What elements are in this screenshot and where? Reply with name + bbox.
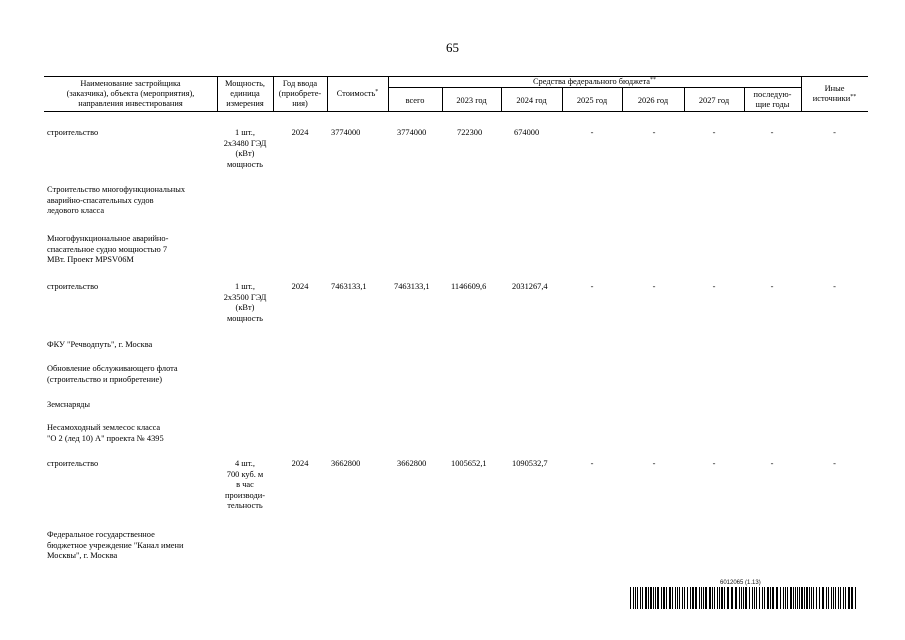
row-2027: - bbox=[712, 128, 716, 137]
barcode-bar bbox=[843, 587, 844, 609]
barcode-bar bbox=[741, 587, 742, 609]
row-name: строительство bbox=[47, 128, 99, 137]
barcode-bar bbox=[650, 587, 652, 609]
row-2024: 674000 bbox=[514, 128, 540, 137]
row-2023: 722300 bbox=[457, 128, 483, 137]
row-cost: 3662800 bbox=[331, 459, 361, 468]
barcode-bar bbox=[653, 587, 654, 609]
barcode-bar bbox=[666, 587, 667, 609]
row-later: - bbox=[770, 282, 774, 291]
row-2026: - bbox=[652, 282, 656, 291]
row-other: - bbox=[833, 128, 836, 137]
header-2025: 2025 год bbox=[576, 96, 608, 105]
barcode-bar bbox=[630, 587, 631, 609]
page-number: 65 bbox=[446, 40, 459, 55]
barcode-bar bbox=[831, 587, 832, 609]
row-capacity: 1 шт., 2x3500 ГЭД (кВт) мощность bbox=[223, 282, 267, 323]
row-2025: - bbox=[590, 128, 594, 137]
barcode-bar bbox=[731, 587, 733, 609]
barcode-bar bbox=[797, 587, 798, 609]
barcode-bar bbox=[840, 587, 841, 609]
barcode-bar bbox=[828, 587, 829, 609]
row-capacity: 1 шт., 2x3480 ГЭД (кВт) мощность bbox=[223, 128, 267, 169]
header-2026: 2026 год bbox=[637, 96, 669, 105]
barcode-bar bbox=[645, 587, 647, 609]
barcode-bar bbox=[754, 587, 755, 609]
barcode-bar bbox=[655, 587, 656, 609]
barcode-bar bbox=[727, 587, 729, 609]
row-2025: - bbox=[590, 459, 594, 468]
barcode-bar bbox=[783, 587, 784, 609]
row-other: - bbox=[833, 282, 836, 291]
row-name: строительство bbox=[47, 459, 99, 468]
barcode-bar bbox=[756, 587, 757, 609]
barcode-bar bbox=[833, 587, 834, 609]
barcode-bar bbox=[637, 587, 638, 609]
barcode-bar bbox=[785, 587, 786, 609]
barcode-bar bbox=[848, 587, 850, 609]
barcode-bar bbox=[692, 587, 694, 609]
row-2023: 1005652,1 bbox=[451, 459, 487, 468]
row-year: 2024 bbox=[291, 459, 309, 468]
row-2024: 1090532,7 bbox=[512, 459, 548, 468]
barcode-bar bbox=[635, 587, 636, 609]
row-2023: 1146609,6 bbox=[451, 282, 487, 291]
row-name: строительство bbox=[47, 282, 99, 291]
barcode-bar bbox=[690, 587, 691, 609]
barcode-bar bbox=[719, 587, 720, 609]
barcode-bar bbox=[795, 587, 796, 609]
barcode-bar bbox=[790, 587, 792, 609]
header-year: Год ввода (приобрете- ния) bbox=[278, 79, 322, 108]
barcode-bar bbox=[695, 587, 697, 609]
barcode-bar bbox=[855, 587, 856, 609]
row-year: 2024 bbox=[291, 128, 309, 137]
row-name: Строительство многофункциональных аварийно-спасательных судов ледового класса bbox=[47, 185, 186, 215]
barcode-bar bbox=[724, 587, 725, 609]
header-total: всего bbox=[405, 96, 425, 105]
barcode-bar bbox=[838, 587, 839, 609]
barcode-bar bbox=[705, 587, 707, 609]
barcode-bar bbox=[717, 587, 718, 609]
barcode-bar bbox=[822, 587, 824, 609]
barcode-bar bbox=[679, 587, 680, 609]
header-federal-budget: Средства федерального бюджета** bbox=[532, 77, 657, 86]
barcode-bar bbox=[749, 587, 750, 609]
barcode-bar bbox=[816, 587, 817, 609]
header-2023: 2023 год bbox=[456, 96, 487, 105]
barcode-bar bbox=[743, 587, 744, 609]
row-total: 3774000 bbox=[397, 128, 427, 137]
row-2027: - bbox=[712, 282, 716, 291]
barcode-bar bbox=[701, 587, 702, 609]
barcode-bar bbox=[677, 587, 678, 609]
row-2027: - bbox=[712, 459, 716, 468]
barcode-bar bbox=[835, 587, 836, 609]
barcode-bar bbox=[661, 587, 662, 609]
barcode-bar bbox=[640, 587, 641, 609]
row-2024: 2031267,4 bbox=[512, 282, 548, 291]
barcode-bar bbox=[851, 587, 853, 609]
barcode-bar bbox=[845, 587, 846, 609]
barcode-bar bbox=[703, 587, 704, 609]
barcode-bar bbox=[809, 587, 810, 609]
row-name: Федеральное государственное бюджетное учреждение "Канал имени Москвы", г. Москва bbox=[47, 530, 184, 560]
barcode-bar bbox=[793, 587, 794, 609]
barcode-bar bbox=[642, 587, 643, 609]
barcode-bar bbox=[772, 587, 774, 609]
header-2024: 2024 год bbox=[516, 96, 547, 105]
barcode-bar bbox=[735, 587, 737, 609]
barcode-bar bbox=[682, 587, 683, 609]
row-2026: - bbox=[652, 459, 656, 468]
barcode-bar bbox=[709, 587, 711, 609]
barcode-bar bbox=[657, 587, 659, 609]
barcode-bar bbox=[669, 587, 671, 609]
barcode-bar bbox=[780, 587, 781, 609]
header-cost: Стоимость* bbox=[336, 89, 379, 98]
row-name: Несамоходный землесос класса "О 2 (лед 10) А" проекта № 4395 bbox=[47, 423, 164, 443]
row-cost: 7463133,1 bbox=[331, 282, 367, 291]
barcode-bar bbox=[819, 587, 820, 609]
row-2025: - bbox=[590, 282, 594, 291]
barcode-bar bbox=[811, 587, 812, 609]
header-later-years: последую- щие годы bbox=[753, 90, 792, 109]
barcode-bar bbox=[672, 587, 673, 609]
barcode-bar bbox=[762, 587, 763, 609]
header-2027: 2027 год bbox=[698, 96, 730, 105]
barcode-bar bbox=[675, 587, 676, 609]
row-name: ФКУ "Речводпуть", г. Москва bbox=[47, 340, 153, 349]
row-total: 7463133,1 bbox=[394, 282, 430, 291]
barcode-bar bbox=[806, 587, 808, 609]
header-capacity: Мощность, единица измерения bbox=[224, 79, 266, 108]
row-later: - bbox=[770, 128, 774, 137]
barcode-bar bbox=[813, 587, 814, 609]
row-capacity: 4 шт., 700 куб. м в час производи- тельность bbox=[224, 459, 266, 510]
header-name: Наименование застройщика (заказчика), объекта (мероприятия), направления инвестирования bbox=[66, 79, 195, 108]
barcode-bar bbox=[776, 587, 778, 609]
row-name: Обновление обслуживающего флота (строительство и приобретение) bbox=[47, 364, 178, 384]
barcode-bar bbox=[804, 587, 805, 609]
row-total: 3662800 bbox=[397, 459, 427, 468]
barcode-bar bbox=[759, 587, 760, 609]
barcode-bar bbox=[721, 587, 723, 609]
federal-group-rule bbox=[388, 87, 801, 88]
row-2026: - bbox=[652, 128, 656, 137]
barcode-number: 6012065 (1.13) bbox=[720, 580, 761, 586]
barcode-bar bbox=[752, 587, 753, 609]
table-header bbox=[44, 76, 868, 112]
barcode-bar bbox=[648, 587, 649, 609]
barcode-bar bbox=[633, 587, 634, 609]
barcode-bar bbox=[801, 587, 803, 609]
barcode-bar bbox=[684, 587, 685, 609]
barcode-bar bbox=[826, 587, 827, 609]
barcode-bar bbox=[712, 587, 713, 609]
row-other: - bbox=[833, 459, 836, 468]
barcode-bar bbox=[663, 587, 665, 609]
barcode-bar bbox=[714, 587, 715, 609]
barcode-bar bbox=[745, 587, 747, 609]
row-name: Земснаряды bbox=[47, 400, 91, 409]
barcode bbox=[630, 587, 856, 609]
barcode-bar bbox=[787, 587, 788, 609]
barcode-bar bbox=[764, 587, 765, 609]
barcode-bar bbox=[799, 587, 800, 609]
header-other-sources: Иные источники** bbox=[812, 84, 857, 103]
barcode-bar bbox=[687, 587, 688, 609]
row-cost: 3774000 bbox=[331, 128, 361, 137]
barcode-bar bbox=[739, 587, 740, 609]
row-year: 2024 bbox=[291, 282, 309, 291]
barcode-bar bbox=[767, 587, 769, 609]
row-later: - bbox=[770, 459, 774, 468]
barcode-bar bbox=[770, 587, 771, 609]
barcode-bar bbox=[699, 587, 700, 609]
row-name: Многофункциональное аварийно- спасательное судно мощностью 7 МВт. Проект MPSV06M bbox=[47, 234, 169, 264]
